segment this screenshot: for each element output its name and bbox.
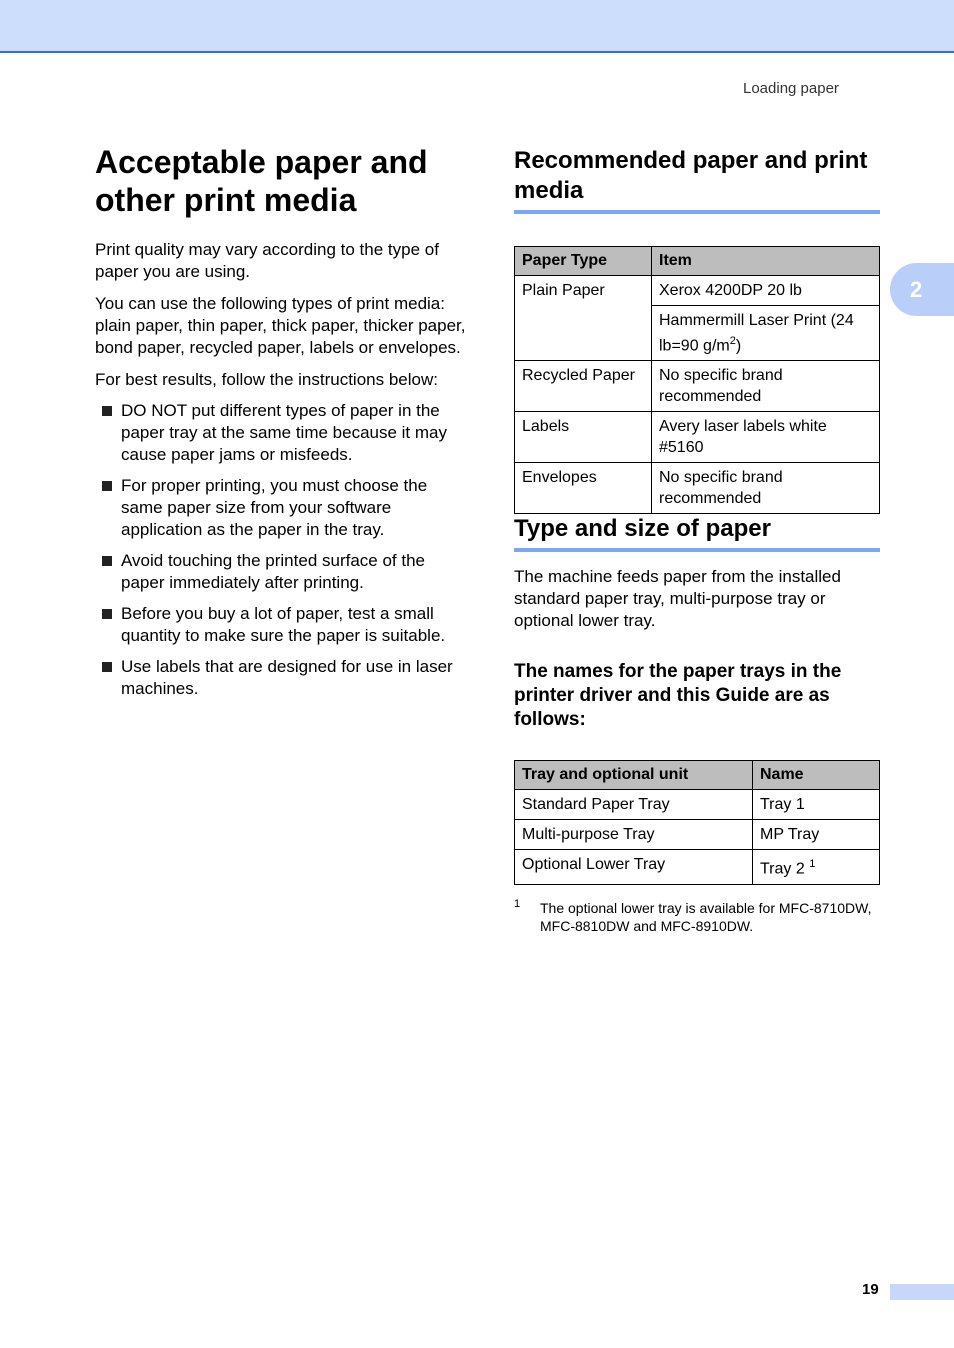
table-row [515,820,880,850]
table-cell: Tray 1 [753,790,880,820]
list-item [95,475,467,541]
section-heading-type-size: Type and size of paper [514,514,880,552]
left-column [95,143,467,709]
list-item [95,603,467,647]
table-row [515,276,880,306]
list-item-text: Use labels that are designed for use in laser machines. [121,657,453,698]
media-types-paragraph: You can use the following types of print media: plain paper, thin paper, thick paper, thicker paper, bond paper, recycled paper, labels or envelopes. [95,294,466,357]
page-title: Acceptable paper and other print media [95,144,428,218]
footnote-mark: 1 [514,897,521,910]
column-header: Tray and optional unit [515,761,753,790]
page-number: 19 [862,1281,879,1298]
intro-paragraph: Print quality may vary according to the type of paper you are using. [95,240,439,281]
table-row [515,850,880,884]
list-item-text: Avoid touching the printed surface of the paper immediately after printing. [121,551,425,592]
tray-names-subheading: The names for the paper trays in the printer driver and this Guide are as follows: [514,661,842,731]
cell-text: Hammermill Laser Print (24 lb=90 g/m [659,312,854,355]
superscript: 2 [729,335,736,347]
chapter-number: 2 [910,276,923,302]
bullet-square-icon [102,609,112,619]
column-header: Name [753,761,880,790]
table-cell: Multi-purpose Tray [515,820,753,850]
bullet-square-icon [102,481,112,491]
table-cell: Xerox 4200DP 20 lb [652,276,880,306]
running-head: Loading paper [743,80,839,97]
table-cell: Recycled Paper [515,361,652,412]
footer-tab [890,1284,954,1300]
table-header-row [515,761,880,790]
list-item-text: For proper printing, you must choose the same paper size from your software application as the paper in the tray. [121,476,428,539]
cell-text-end: ) [735,337,742,355]
table-cell: No specific brand recommended [652,361,880,412]
table-cell: MP Tray [753,820,880,850]
table-cell: Labels [515,412,652,463]
header-band [0,0,954,53]
feed-paragraph: The machine feeds paper from the installed standard paper tray, multi-purpose tray or optional lower tray. [514,567,841,631]
table-cell: Avery laser labels white #5160 [652,412,880,463]
section-heading-recommended: Recommended paper and print media [514,146,880,214]
footnote [514,899,880,935]
table-row [515,361,880,412]
recommended-media-table [514,246,880,514]
tray-names-table [514,760,880,884]
chapter-tab [890,263,954,316]
bullet-square-icon [102,406,112,416]
table-cell [652,306,880,361]
instructions-intro: For best results, follow the instructions below: [95,370,438,389]
table-cell: No specific brand recommended [652,463,880,514]
table-cell: Optional Lower Tray [515,850,753,884]
table-cell [753,850,880,884]
column-header: Item [652,247,880,276]
cell-text: Tray 2 [760,860,805,878]
footnote-text: The optional lower tray is available for MFC-8710DW, MFC-8810DW and MFC-8910DW. [540,899,872,934]
footnote-reference: 1 [809,858,816,871]
list-item-text: DO NOT put different types of paper in the paper tray at the same time because it may cause paper jams or misfeeds. [121,401,447,464]
table-cell: Envelopes [515,463,652,514]
bullet-square-icon [102,556,112,566]
column-header: Paper Type [515,247,652,276]
right-column [514,146,880,935]
table-row [515,412,880,463]
table-cell: Standard Paper Tray [515,790,753,820]
list-item [95,550,467,594]
table-row [515,790,880,820]
list-item-text: Before you buy a lot of paper, test a small quantity to make sure the paper is suitable. [121,604,446,645]
table-cell: Plain Paper [515,276,652,361]
list-item [95,656,467,700]
bullet-square-icon [102,662,112,672]
table-row [515,463,880,514]
table-header-row [515,247,880,276]
list-item [95,400,467,466]
instruction-list [95,400,467,700]
